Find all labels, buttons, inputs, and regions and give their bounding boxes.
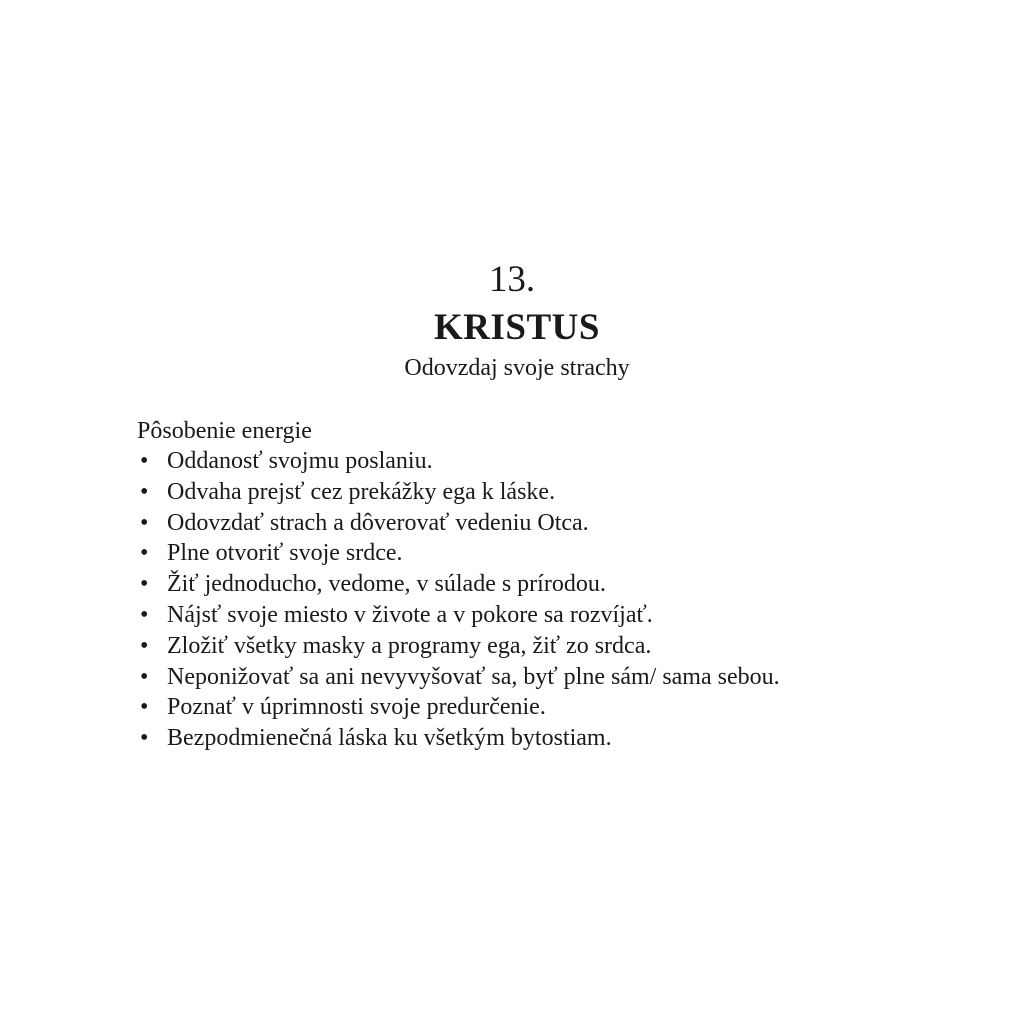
section-heading: Pôsobenie energie	[137, 418, 312, 444]
chapter-subtitle: Odovzdaj svoje strachy	[404, 355, 630, 381]
bullet-dot-icon: •	[140, 448, 149, 474]
bullet-item	[137, 569, 997, 600]
bullet-dot-icon: •	[140, 632, 149, 659]
bullet-dot-icon: •	[140, 725, 149, 752]
bullet-text: Nájsť svoje miesto v živote a v pokore sa rozvíjať.	[167, 601, 653, 628]
bullet-item	[137, 631, 997, 662]
bullet-item	[137, 508, 997, 539]
bullet-dot-icon: •	[140, 571, 149, 598]
bullet-text: Odovzdať strach a dôverovať vedeniu Otca.	[167, 509, 589, 536]
bullet-text: Žiť jednoducho, vedome, v súlade s prírodou.	[167, 571, 606, 598]
chapter-number: 13.	[488, 259, 536, 300]
bullet-text: Bezpodmienečná láska ku všetkým bytostiam.	[167, 725, 612, 752]
bullet-text: Zložiť všetky masky a programy ega, žiť zo srdca.	[167, 632, 652, 659]
bullet-text: Odvaha prejsť cez prekážky ega k láske.	[167, 478, 556, 505]
bullet-dot-icon: •	[140, 540, 149, 567]
bullet-text: Plne otvoriť svoje srdce.	[167, 540, 403, 567]
bullet-item	[137, 662, 997, 693]
bullet-text: Poznať v úprimnosti svoje predurčenie.	[167, 694, 546, 721]
bullet-item	[137, 723, 997, 754]
bullet-dot-icon: •	[140, 694, 149, 721]
bullet-dot-icon: •	[140, 601, 149, 628]
bullet-item	[137, 477, 997, 508]
bullet-text: Neponižovať sa ani nevyvyšovať sa, byť plne sám/ sama sebou.	[167, 663, 780, 690]
bullet-item	[137, 600, 997, 631]
bullet-item	[137, 692, 997, 723]
bullet-text: Oddanosť svojmu poslaniu.	[167, 448, 433, 474]
bullet-item	[137, 538, 997, 569]
energy-section	[137, 416, 997, 754]
bullet-item	[137, 446, 997, 477]
bullet-dot-icon: •	[140, 478, 149, 505]
bullet-list	[137, 446, 997, 754]
chapter-title: KRISTUS	[434, 307, 600, 348]
bullet-dot-icon: •	[140, 509, 149, 536]
bullet-dot-icon: •	[140, 663, 149, 690]
